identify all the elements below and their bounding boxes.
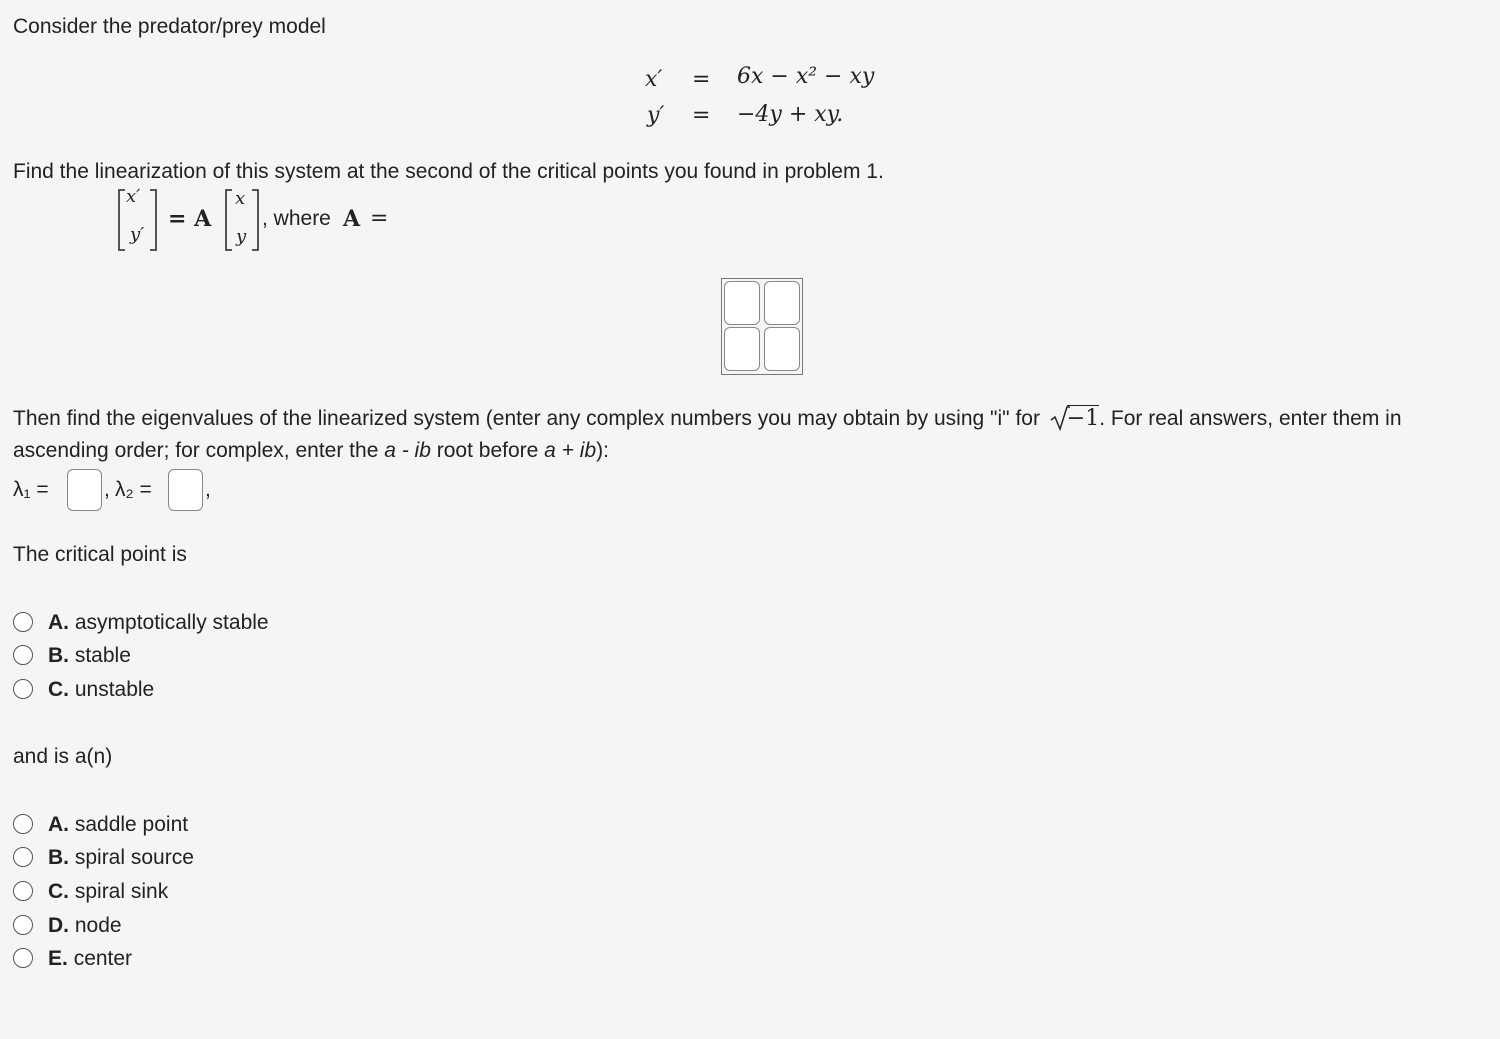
lhs-vector-bottom: y′ — [130, 224, 145, 245]
type-option-c[interactable]: C. spiral sink — [48, 880, 169, 903]
lhs-vector-top: x′ — [126, 186, 141, 207]
type-option-e[interactable]: E. center — [48, 947, 133, 970]
intro-text: Consider the predator/prey model — [13, 15, 326, 38]
matrix-cell-2-2[interactable] — [764, 327, 800, 371]
linearization-prompt: Find the linearization of this system at the second of the critical points you found in problem 1. — [13, 160, 884, 183]
critical-point-label: The critical point is — [13, 543, 187, 566]
where-text: , where — [262, 207, 331, 230]
equals-A: = A — [168, 206, 212, 232]
eigen-prompt-line2 — [13, 439, 609, 463]
rhs-vector-top: x — [235, 188, 246, 209]
stability-radio-a[interactable] — [13, 612, 33, 632]
A-equals: = — [370, 206, 389, 231]
eigen-prompt-text: Then find the eigenvalues of the linearized system (enter any complex numbers you may obtain by using "i" for — [13, 407, 1040, 430]
eq1-rhs: 6x − x² − xy — [737, 64, 875, 89]
type-radio-e[interactable] — [13, 948, 33, 968]
stability-option-a[interactable]: A. asymptotically stable — [48, 611, 269, 634]
eigen-prompt-line2-mid: root before — [436, 439, 539, 462]
lambda-trailing-comma: , — [205, 478, 211, 501]
matrix-cell-1-1[interactable] — [724, 281, 760, 325]
lambda-separator: , — [104, 478, 110, 501]
type-label: and is a(n) — [13, 745, 113, 768]
type-option-d[interactable]: D. node — [48, 914, 122, 937]
lambda2-label: λ₂ = — [115, 478, 152, 501]
type-option-a[interactable]: A. saddle point — [48, 813, 189, 836]
eq2-lhs: y′ — [647, 103, 665, 128]
lambda1-label: λ₁ = — [13, 478, 49, 501]
matrix-cell-2-1[interactable] — [724, 327, 760, 371]
A-symbol: A — [343, 206, 361, 232]
eq2-equals: = — [692, 103, 711, 128]
eigen-prompt-line2-end: ): — [596, 439, 609, 462]
type-radio-a[interactable] — [13, 814, 33, 834]
stability-radio-c[interactable] — [13, 679, 33, 699]
expr-a-plus-ib: a + ib — [544, 439, 597, 462]
eigen-prompt-line1 — [13, 405, 1402, 431]
matrix-cell-1-2[interactable] — [764, 281, 800, 325]
stability-radio-b[interactable] — [13, 645, 33, 665]
stability-option-b[interactable]: B. stable — [48, 644, 131, 667]
rhs-vector-bottom: y — [236, 226, 247, 247]
expr-a-minus-ib: a - ib — [384, 439, 431, 462]
type-radio-b[interactable] — [13, 847, 33, 867]
stability-option-c[interactable]: C. unstable — [48, 678, 155, 701]
eigen-prompt-tail: . For real answers, enter them in — [1099, 407, 1402, 430]
eq1-lhs: x′ — [645, 67, 663, 92]
lambda1-input[interactable] — [67, 469, 102, 511]
type-radio-d[interactable] — [13, 915, 33, 935]
matrix-A-input — [721, 278, 803, 375]
type-radio-c[interactable] — [13, 881, 33, 901]
eq1-equals: = — [692, 67, 711, 92]
eq2-rhs: −4y + xy. — [737, 102, 844, 127]
eigen-prompt-line2-a: ascending order; for complex, enter the — [13, 439, 379, 462]
type-option-b[interactable]: B. spiral source — [48, 846, 194, 869]
lambda2-input[interactable] — [168, 469, 203, 511]
sqrt-argument: −1 — [1066, 406, 1100, 431]
